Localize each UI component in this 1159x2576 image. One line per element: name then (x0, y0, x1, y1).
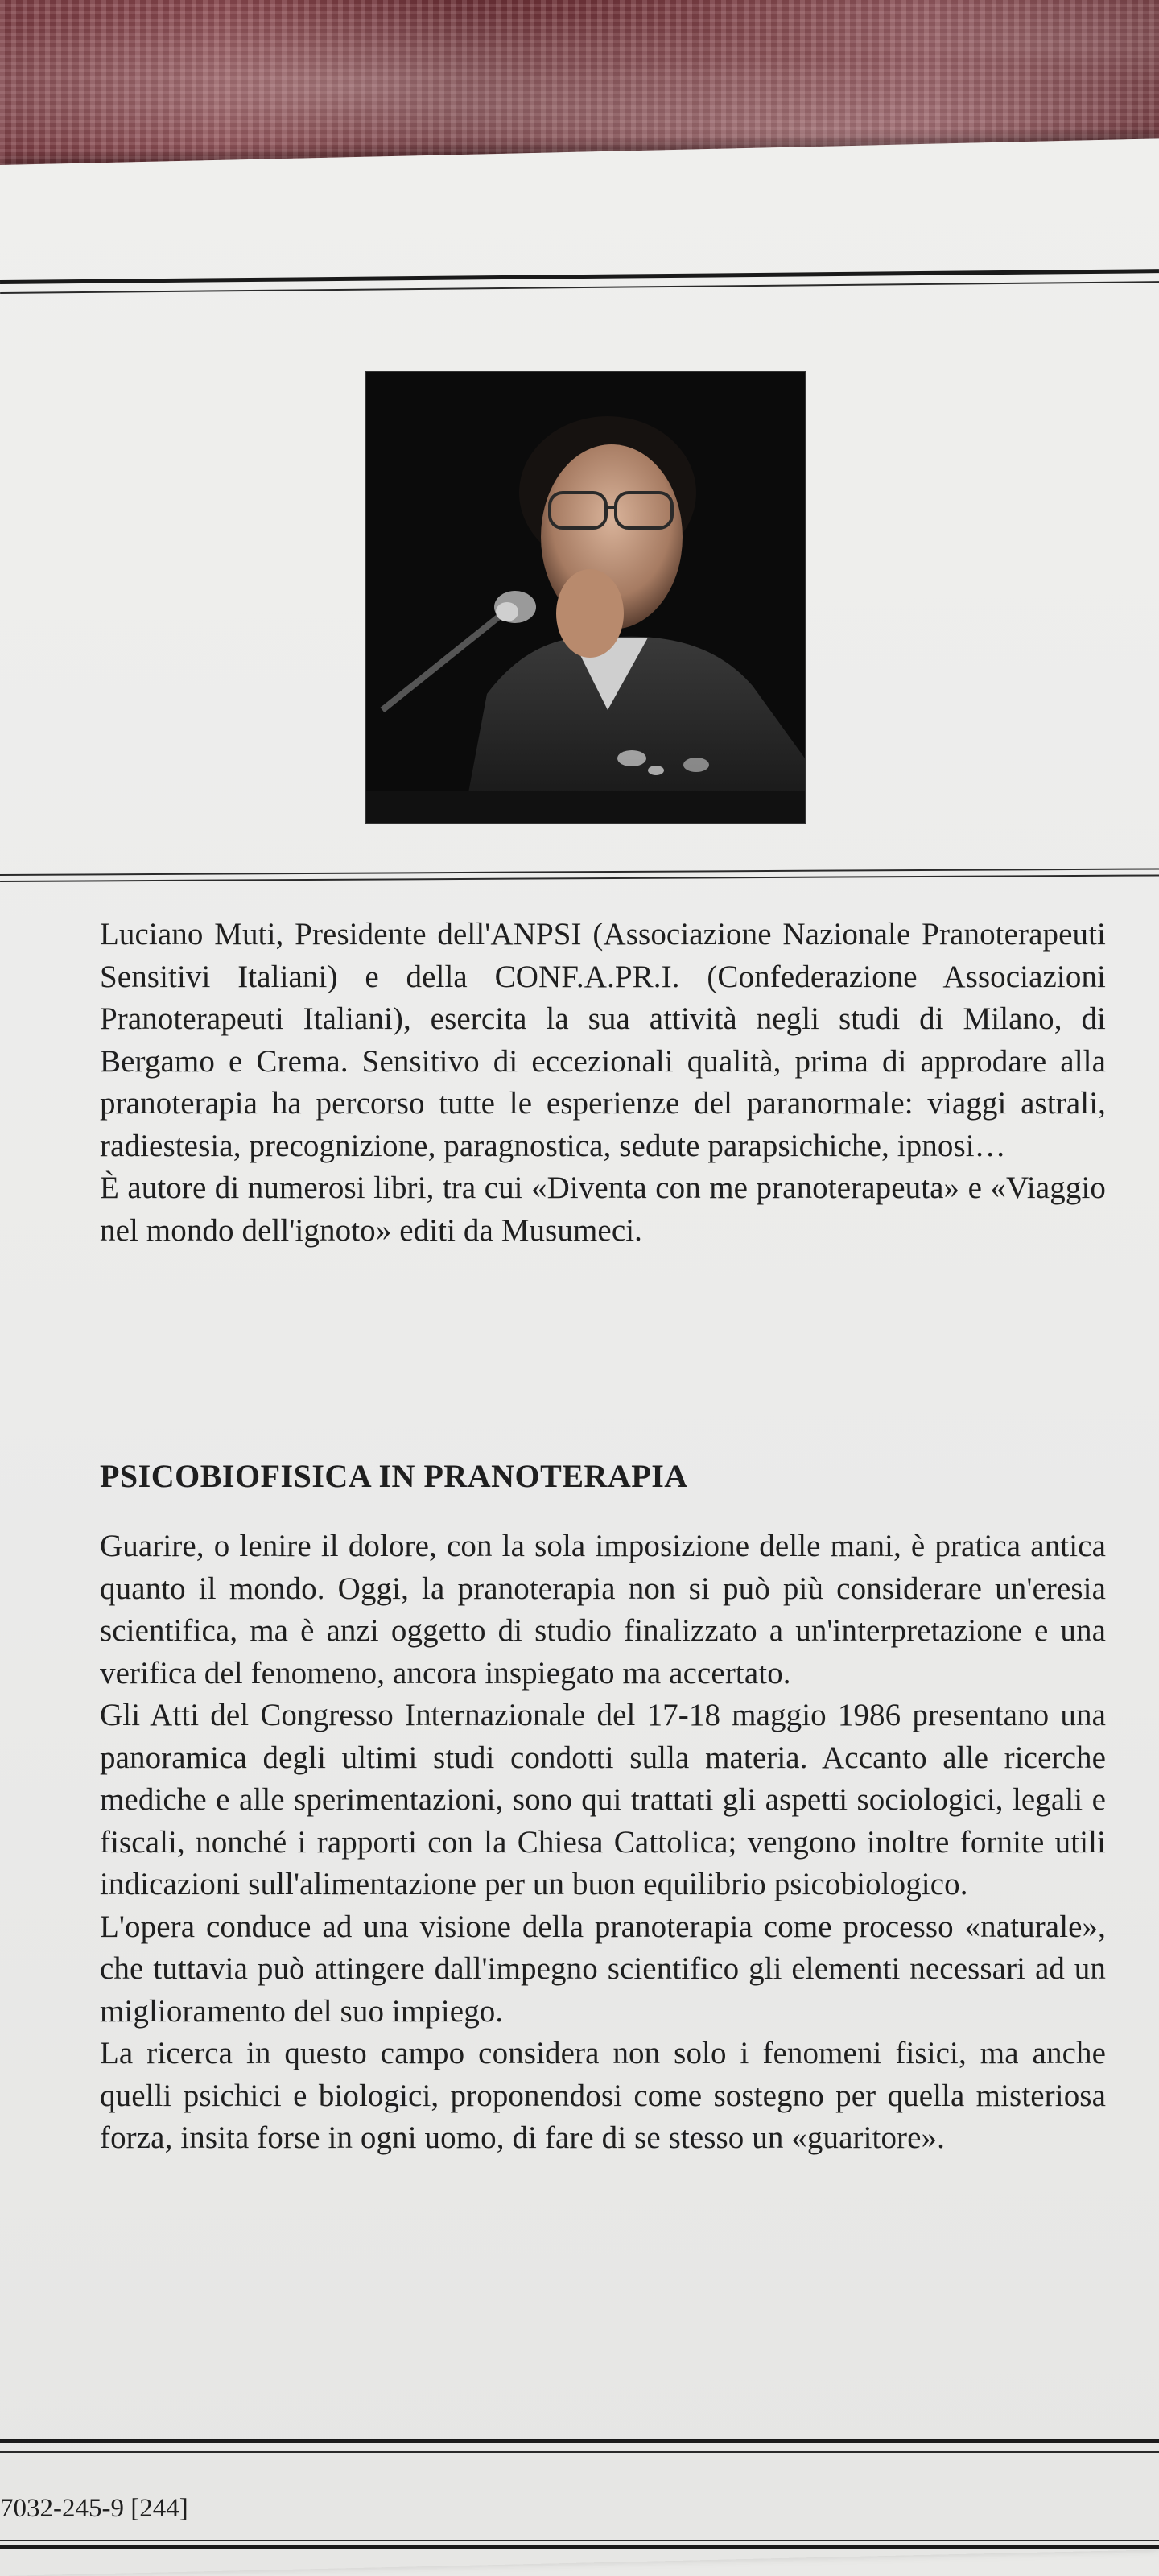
portrait-icon (366, 372, 805, 823)
bottom-border-rule (0, 2439, 1159, 2463)
description-paragraph: Gli Atti del Congresso Internazionale del 17-18 maggio 1986 presentano una panoramica degli ultimi studi condotti sulla materia. Accanto alle ricerche mediche e alle sperimentazioni, sono qui trattati gli aspetti sociologici, legali e fiscali, nonché i rapporti con la Chiesa Cattolica; vengono inoltre fornite utili indicazioni sull'alimentazione per un buon equilibrio psicobiologico. (100, 1698, 1106, 1901)
description-paragraph: Guarire, o lenire il dolore, con la sola imposizione delle mani, è pratica antica quanto il mondo. Oggi, la pranoterapia non si può più considerare un'eresia scientifica, ma è anzi oggetto di studio finalizzato a un'interpretazione e una verifica del fenomeno, ancora inspiegato ma accertato. (100, 1529, 1106, 1690)
author-bio (100, 914, 1106, 1252)
bio-paragraph: È autore di numerosi libri, tra cui «Diventa con me pranoterapeuta» e «Viaggio nel mondo dell'ignoto» editi da Musumeci. (100, 1170, 1106, 1248)
bio-paragraph: Luciano Muti, Presidente dell'ANPSI (Associazione Nazionale Pranoterapeuti Sensitivi Italiani) e della CONF.A.PR.I. (Confederazione Associazioni Pranoterapeuti Italiani), esercita la sua attività negli studi di Milano, di Bergamo e Crema. Sensitivo di eccezionali qualità, prima di approdare alla pranoterapia ha percorso tutte le esperienze del paranormale: viaggi astrali, radiestesia, precognizione, paragnostica, sedute parapsichiche, ipnosi… (100, 917, 1106, 1163)
isbn-code: 7032-245-9 [244] (0, 2494, 188, 2523)
section-title: PSICOBIOFISICA IN PRANOTERAPIA (100, 1458, 688, 1494)
description-paragraph: L'opera conduce ad una visione della pranoterapia come processo «naturale», che tuttavia può attingere dall'impegno scientifico gli elementi necessari ad un miglioramento del suo impiego. (100, 1909, 1106, 2029)
author-portrait-photo (366, 372, 805, 823)
description-paragraph: La ricerca in questo campo considera non solo i fenomeni fisici, ma anche quelli psichici e biologici, proponendosi come sostegno per quella misteriosa forza, insita forse in ogni uomo, di fare di se stesso un «guaritore». (100, 2036, 1106, 2155)
book-description (100, 1525, 1106, 2160)
footer-border-rule (0, 2540, 1159, 2549)
